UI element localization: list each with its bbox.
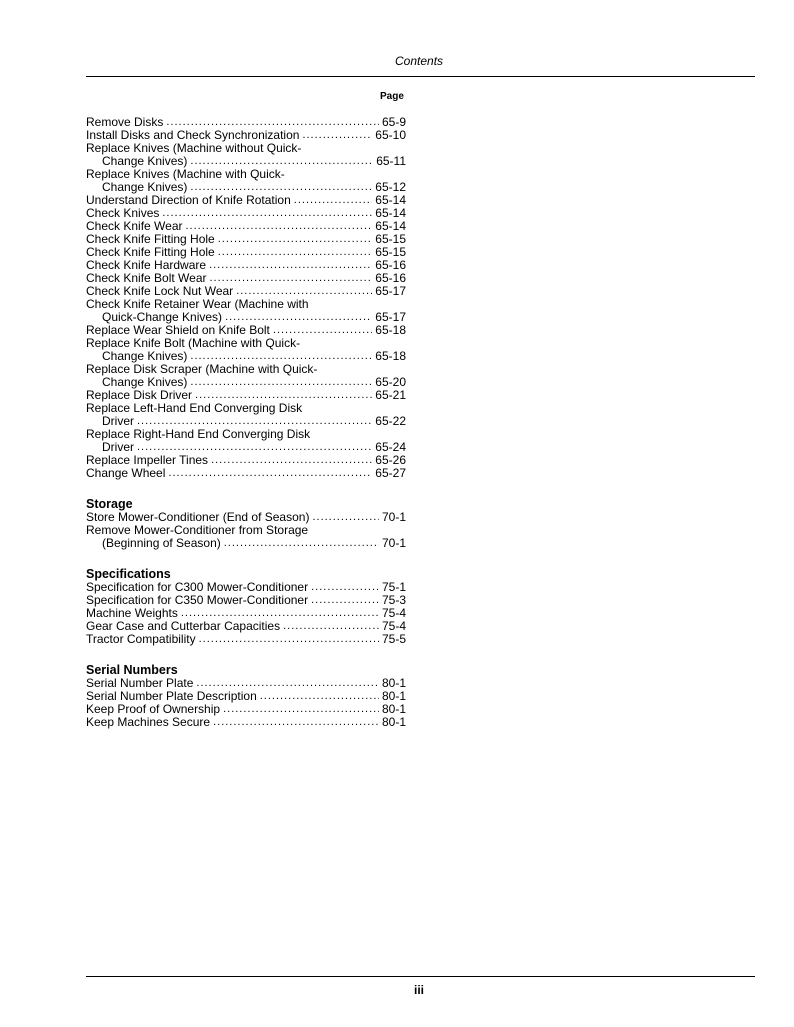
toc-entry-title: Driver bbox=[102, 414, 134, 428]
toc-entry-title: Keep Proof of Ownership bbox=[86, 702, 221, 716]
toc-page-number: 70-1 bbox=[381, 536, 406, 550]
toc-entry-title: Replace Wear Shield on Knife Bolt bbox=[86, 323, 270, 337]
toc-page-number: 65-18 bbox=[375, 323, 406, 337]
toc-page-number: 75-4 bbox=[381, 606, 406, 620]
dot-leader bbox=[302, 129, 372, 142]
dot-leader bbox=[260, 690, 379, 703]
toc-entry-title: Replace Left-Hand End Converging Disk bbox=[86, 401, 303, 415]
toc-entry-title: Change Knives) bbox=[102, 375, 188, 389]
dot-leader bbox=[199, 633, 379, 646]
toc-page-number: 65-10 bbox=[375, 128, 406, 142]
toc-entry-title: Driver bbox=[102, 440, 134, 454]
toc-entry-title: Check Knives bbox=[86, 206, 160, 220]
toc-entry-title: (Beginning of Season) bbox=[102, 536, 221, 550]
toc-page-number: 65-16 bbox=[375, 271, 406, 285]
toc-entry-title: Change Knives) bbox=[102, 349, 188, 363]
dot-leader bbox=[223, 703, 379, 716]
toc-page-number: 65-15 bbox=[375, 245, 406, 259]
toc-page-number: 65-24 bbox=[375, 440, 406, 454]
toc-page-number: 65-14 bbox=[375, 219, 406, 233]
dot-leader bbox=[218, 233, 373, 246]
dot-leader bbox=[218, 246, 373, 259]
toc-entry-line bbox=[86, 467, 406, 480]
toc-page-number: 65-14 bbox=[375, 193, 406, 207]
toc-entry-title: Change Wheel bbox=[86, 466, 166, 480]
toc-entry-title: Serial Number Plate bbox=[86, 676, 194, 690]
dot-leader bbox=[312, 511, 379, 524]
dot-leader bbox=[190, 376, 372, 389]
toc-entry-line bbox=[86, 428, 406, 441]
toc-entry-title: Machine Weights bbox=[86, 606, 178, 620]
dot-leader bbox=[210, 272, 373, 285]
toc-page-number: 65-11 bbox=[376, 154, 406, 168]
toc-entry-title: Check Knife Lock Nut Wear bbox=[86, 284, 234, 298]
toc-entry-title: Change Knives) bbox=[102, 154, 188, 168]
toc-page-number: 65-26 bbox=[375, 453, 406, 467]
section-heading: Serial Numbers bbox=[86, 663, 178, 677]
section-heading: Specifications bbox=[86, 567, 171, 581]
toc-entry-title: Serial Number Plate Description bbox=[86, 689, 257, 703]
toc-page-number: 65-16 bbox=[375, 258, 406, 272]
toc-entry-title: Check Knife Hardware bbox=[86, 258, 207, 272]
toc-page-number: 65-12 bbox=[375, 180, 406, 194]
toc-entry-line bbox=[86, 402, 406, 415]
dot-leader bbox=[209, 259, 372, 272]
toc-entry-title: Keep Machines Secure bbox=[86, 715, 211, 729]
dot-leader bbox=[294, 194, 373, 207]
dot-leader bbox=[283, 620, 379, 633]
toc-entry-title: Specification for C300 Mower-Conditioner bbox=[86, 580, 309, 594]
toc-entry-line bbox=[86, 716, 406, 729]
toc-entry-title: Quick-Change Knives) bbox=[102, 310, 223, 324]
toc-entry-title: Change Knives) bbox=[102, 180, 188, 194]
dot-leader bbox=[162, 207, 372, 220]
dot-leader bbox=[168, 467, 372, 480]
toc-entry-title: Install Disks and Check Synchronization bbox=[86, 128, 300, 142]
toc-entry-title: Store Mower-Conditioner (End of Season) bbox=[86, 510, 310, 524]
toc-entry-title: Replace Knife Bolt (Machine with Quick- bbox=[86, 336, 301, 350]
toc-entry-title: Check Knife Wear bbox=[86, 219, 183, 233]
toc-entry-line bbox=[86, 537, 406, 550]
toc-page-number: 80-1 bbox=[381, 689, 406, 703]
dot-leader bbox=[224, 537, 379, 550]
toc-entry-title: Replace Disk Driver bbox=[86, 388, 193, 402]
page-column-heading: Page bbox=[380, 91, 404, 102]
toc-page-number: 80-1 bbox=[381, 676, 406, 690]
toc-entry-title: Check Knife Fitting Hole bbox=[86, 232, 215, 246]
toc-entry-title: Check Knife Retainer Wear (Machine with bbox=[86, 297, 309, 311]
toc-entry-title: Specification for C350 Mower-Conditioner bbox=[86, 593, 309, 607]
toc-page-number: 65-17 bbox=[375, 284, 406, 298]
toc-page-number: 65-18 bbox=[375, 349, 406, 363]
page-header-title: Contents bbox=[395, 54, 444, 68]
toc-page-number: 65-21 bbox=[375, 388, 406, 402]
toc-page-number: 75-3 bbox=[381, 593, 406, 607]
toc-page-number: 75-1 bbox=[381, 580, 406, 594]
toc-entry-title: Replace Knives (Machine with Quick- bbox=[86, 167, 285, 181]
toc-page-number: 65-14 bbox=[375, 206, 406, 220]
toc-page-number: 80-1 bbox=[381, 715, 406, 729]
toc-page-number: 75-4 bbox=[381, 619, 406, 633]
toc-entry-title: Remove Mower-Conditioner from Storage bbox=[86, 523, 309, 537]
toc-entry-title: Understand Direction of Knife Rotation bbox=[86, 193, 291, 207]
toc-entry-title: Tractor Compatibility bbox=[86, 632, 196, 646]
toc-page-number: 80-1 bbox=[381, 702, 406, 716]
dot-leader bbox=[311, 581, 379, 594]
table-of-contents bbox=[86, 116, 406, 729]
toc-entry-title: Check Knife Fitting Hole bbox=[86, 245, 215, 259]
toc-page-number: 65-22 bbox=[375, 414, 406, 428]
toc-entry-title: Remove Disks bbox=[86, 115, 164, 129]
footer-rule bbox=[86, 976, 755, 977]
dot-leader bbox=[211, 454, 372, 467]
toc-entry-title: Replace Right-Hand End Converging Disk bbox=[86, 427, 311, 441]
toc-page-number: 65-20 bbox=[375, 375, 406, 389]
dot-leader bbox=[213, 716, 379, 729]
toc-page-number: 75-5 bbox=[381, 632, 406, 646]
toc-page-number: 65-15 bbox=[375, 232, 406, 246]
toc-page-number: 70-1 bbox=[381, 510, 406, 524]
dot-leader bbox=[311, 594, 379, 607]
toc-entry-title: Check Knife Bolt Wear bbox=[86, 271, 207, 285]
toc-page-number: 65-27 bbox=[375, 466, 406, 480]
header-rule bbox=[86, 76, 755, 77]
toc-page-number: 65-9 bbox=[381, 115, 406, 129]
footer-page-number: iii bbox=[414, 983, 425, 997]
toc-entry-title: Gear Case and Cutterbar Capacities bbox=[86, 619, 281, 633]
toc-entry-title: Replace Disk Scraper (Machine with Quick- bbox=[86, 362, 318, 376]
toc-entry-line bbox=[86, 633, 406, 646]
section-heading: Storage bbox=[86, 497, 133, 511]
toc-page-number: 65-17 bbox=[375, 310, 406, 324]
toc-entry-title: Replace Knives (Machine without Quick- bbox=[86, 141, 302, 155]
toc-entry-title: Replace Impeller Tines bbox=[86, 453, 209, 467]
